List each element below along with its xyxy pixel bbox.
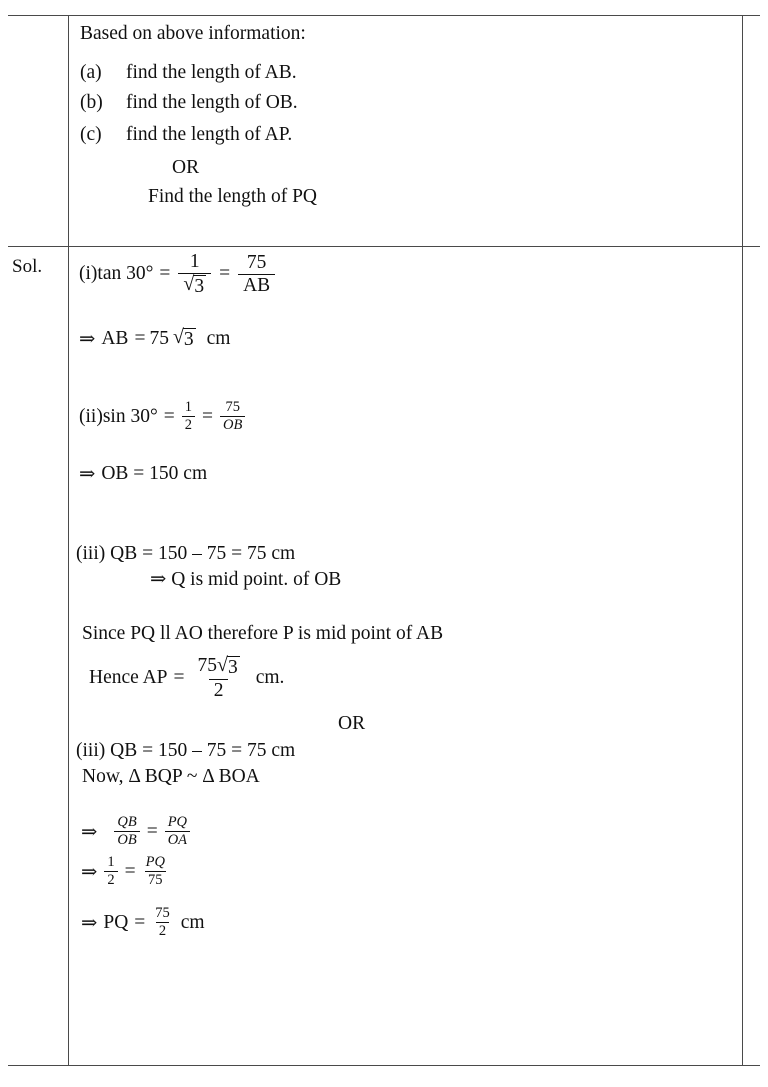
solution-step-tan: [76, 252, 280, 297]
fraction-numerator: 1: [184, 399, 193, 415]
solution-label: Sol.: [12, 256, 43, 277]
fraction-one-half: [182, 400, 195, 433]
table-bottom-border: [8, 1065, 760, 1066]
ab-coefficient: 75: [149, 328, 169, 349]
fraction-numerator: 75: [246, 251, 267, 273]
question-intro: Based on above information:: [80, 23, 306, 44]
radical-sign: √: [183, 273, 195, 296]
fraction-numerator: QB: [117, 814, 137, 830]
radical-sign: √: [172, 326, 184, 349]
fraction-denominator: AB: [238, 274, 275, 296]
equals-sign: =: [173, 667, 185, 689]
fraction-denominator: 2: [156, 922, 169, 939]
sin-equals-1: =: [163, 405, 175, 427]
fraction-numerator: [193, 656, 245, 679]
solution-step-hence-ap: [86, 656, 287, 701]
fraction-denominator: OA: [165, 831, 190, 848]
solution-step-since: Since PQ ll AO therefore P is mid point of AB: [82, 623, 444, 644]
solution-step-similar-triangles: Now, Δ BQP ~ Δ BOA: [82, 766, 260, 787]
radicand: 3: [194, 276, 205, 298]
fraction-denominator: 2: [104, 871, 117, 888]
tan-prefix: (i)tan 30°: [79, 263, 154, 285]
fraction-denominator: OB: [114, 831, 139, 848]
ap-unit: cm.: [255, 667, 285, 689]
fraction-one-half: [104, 855, 117, 888]
solution-or-label: OR: [338, 713, 366, 734]
question-list: [80, 62, 298, 146]
list-item-label: find the length of AP.: [126, 124, 293, 145]
ob-result-text: OB = 150 cm: [101, 463, 208, 484]
solution-step-ab-result: [76, 327, 233, 351]
square-root: [217, 656, 240, 678]
equals-sign: =: [134, 911, 146, 933]
table-left-column-divider: [68, 15, 69, 1065]
fraction-one-over-root-three: [178, 252, 211, 297]
pq-unit: cm: [180, 911, 205, 933]
fraction-seventyfive-over-ab: [238, 253, 275, 297]
equals-sign: =: [134, 328, 146, 349]
fraction-numerator: PQ: [145, 854, 165, 870]
sin-equals-2: =: [202, 405, 214, 427]
question-or-label: OR: [172, 157, 200, 178]
solution-step-pq-result: [78, 906, 208, 939]
list-item: [80, 124, 298, 146]
fraction-seventyfive-over-two: [152, 906, 173, 939]
implies-arrow-icon: ⇒: [81, 912, 98, 934]
fraction-denominator: OB: [220, 416, 245, 433]
radicand: 3: [227, 657, 238, 678]
fraction-qb-over-ob: [114, 815, 139, 848]
fraction-pq-over-seventyfive: [143, 855, 168, 888]
table-right-border: [742, 15, 743, 1065]
ab-unit: cm: [206, 328, 231, 349]
hence-prefix: Hence AP: [89, 667, 168, 689]
list-item-marker: (a): [80, 62, 102, 83]
fraction-ap-value: [193, 656, 245, 701]
equals-sign: =: [124, 860, 136, 882]
list-item-label: find the length of OB.: [126, 92, 298, 113]
pq-symbol: PQ: [103, 911, 129, 933]
list-item-marker: (b): [80, 92, 103, 113]
square-root: [173, 328, 196, 350]
list-item: [80, 92, 298, 114]
radical-sign: √: [217, 654, 228, 676]
solution-step-q-midpoint: ⇒ Q is mid point. of OB: [150, 569, 342, 590]
fraction-denominator: 75: [145, 871, 166, 888]
fraction-numerator: 1: [107, 854, 115, 870]
solution-step-sin: [76, 400, 249, 433]
equals-sign: =: [146, 820, 158, 842]
implies-arrow-icon: ⇒: [81, 861, 98, 883]
list-item-marker: (c): [80, 124, 102, 145]
tan-equals-2: =: [219, 263, 231, 285]
implies-arrow-icon: ⇒: [81, 821, 98, 843]
fraction-denominator: [178, 273, 211, 297]
table-row-divider: [8, 246, 760, 247]
solution-step-half-ratio: [78, 855, 172, 888]
ab-symbol: AB: [101, 328, 129, 349]
fraction-numerator: 75: [225, 399, 240, 415]
fraction-denominator: 2: [209, 679, 229, 701]
fraction-pq-over-oa: [165, 815, 190, 848]
solution-step-ob-result: [76, 462, 210, 486]
implies-arrow-icon: ⇒: [79, 329, 96, 350]
list-item-label: find the length of AB.: [126, 62, 297, 83]
tan-equals-1: =: [159, 263, 171, 285]
fraction-numerator: 75: [155, 905, 170, 921]
solution-step-qb-first: (iii) QB = 150 – 75 = 75 cm: [76, 543, 296, 564]
fraction-numerator: PQ: [167, 814, 188, 830]
fraction-numerator: 1: [189, 251, 200, 272]
implies-arrow-icon: ⇒: [79, 464, 96, 485]
fraction-denominator: 2: [182, 416, 195, 433]
numerator-coefficient: 75: [197, 655, 218, 676]
fraction-seventyfive-over-ob: [220, 400, 245, 433]
solution-step-qb-second: (iii) QB = 150 – 75 = 75 cm: [76, 740, 296, 761]
list-item: [80, 62, 298, 84]
radicand: 3: [183, 329, 194, 351]
question-alternative: Find the length of PQ: [148, 186, 317, 207]
solution-step-ratio: [78, 815, 194, 848]
table-top-border: [8, 15, 760, 16]
square-root: [183, 275, 206, 297]
sin-prefix: (ii)sin 30°: [79, 405, 158, 427]
